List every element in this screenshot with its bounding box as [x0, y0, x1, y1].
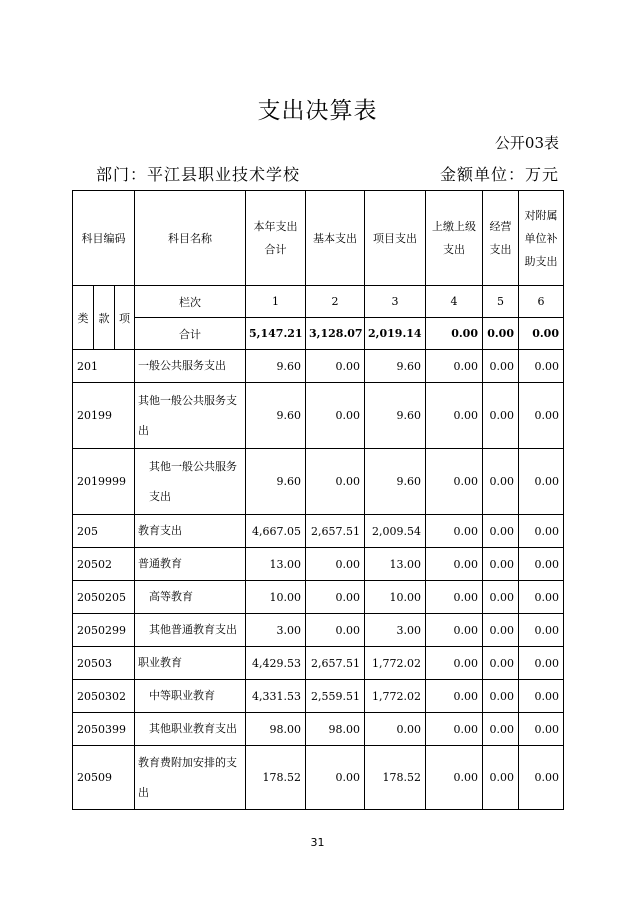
header-row [73, 191, 564, 286]
row-value: 9.60 [365, 350, 426, 383]
total-value: 0.00 [483, 318, 519, 350]
row-value: 98.00 [246, 713, 306, 746]
header-upper: 上缴上级支出 [426, 191, 483, 286]
row-value: 0.00 [519, 350, 564, 383]
row-value: 4,429.53 [246, 647, 306, 680]
col-num: 2 [306, 286, 365, 318]
total-value: 0.00 [519, 318, 564, 350]
row-value: 13.00 [365, 548, 426, 581]
row-value: 0.00 [365, 713, 426, 746]
page-title: 支出决算表 [257, 98, 378, 124]
row-code: 20502 [73, 548, 135, 581]
page-number: 31 [310, 836, 325, 849]
amount-unit-label: 金额单位：万元 [439, 165, 559, 184]
total-value: 3,128.07 [306, 318, 365, 350]
row-value: 4,667.05 [246, 515, 306, 548]
row-value: 9.60 [246, 383, 306, 449]
row-value: 98.00 [306, 713, 365, 746]
row-name: 中等职业教育 [135, 680, 246, 713]
header-column-order: 栏次 [135, 286, 246, 318]
row-value: 0.00 [519, 548, 564, 581]
form-code: 公开03表 [494, 134, 559, 152]
row-value: 0.00 [483, 515, 519, 548]
row-value: 0.00 [426, 548, 483, 581]
row-value: 0.00 [306, 581, 365, 614]
row-value: 0.00 [483, 647, 519, 680]
row-value: 0.00 [519, 449, 564, 515]
header-lei: 类 [73, 286, 94, 350]
row-value: 0.00 [306, 449, 365, 515]
header-basic: 基本支出 [306, 191, 365, 286]
row-value: 3.00 [365, 614, 426, 647]
row-value: 0.00 [426, 713, 483, 746]
row-name: 其他职业教育支出 [135, 713, 246, 746]
row-value: 0.00 [426, 614, 483, 647]
row-value: 0.00 [519, 515, 564, 548]
row-value: 0.00 [426, 383, 483, 449]
table-row [73, 746, 564, 810]
row-value: 0.00 [483, 548, 519, 581]
col-num: 1 [246, 286, 306, 318]
header-kuan: 款 [94, 286, 115, 350]
row-code: 2050205 [73, 581, 135, 614]
row-name: 高等教育 [135, 581, 246, 614]
row-code: 20199 [73, 383, 135, 449]
row-value: 9.60 [365, 449, 426, 515]
row-value: 0.00 [426, 746, 483, 810]
total-value: 2,019.14 [365, 318, 426, 350]
row-value: 0.00 [483, 713, 519, 746]
row-value: 0.00 [483, 746, 519, 810]
row-name: 教育支出 [135, 515, 246, 548]
row-value: 1,772.02 [365, 647, 426, 680]
row-value: 0.00 [426, 449, 483, 515]
table-row [73, 713, 564, 746]
row-value: 0.00 [483, 449, 519, 515]
table-row [73, 548, 564, 581]
row-value: 0.00 [519, 746, 564, 810]
row-value: 2,657.51 [306, 515, 365, 548]
row-value: 3.00 [246, 614, 306, 647]
row-code: 20509 [73, 746, 135, 810]
row-value: 4,331.53 [246, 680, 306, 713]
table-row [73, 449, 564, 515]
col-num: 5 [483, 286, 519, 318]
row-value: 9.60 [246, 449, 306, 515]
row-value: 0.00 [519, 383, 564, 449]
row-code: 2050399 [73, 713, 135, 746]
row-name: 其他一般公共服务支出 [135, 383, 246, 449]
row-value: 0.00 [519, 647, 564, 680]
row-value: 0.00 [483, 581, 519, 614]
row-value: 0.00 [483, 614, 519, 647]
row-value: 0.00 [426, 680, 483, 713]
row-name: 一般公共服务支出 [135, 350, 246, 383]
col-num: 6 [519, 286, 564, 318]
row-value: 178.52 [365, 746, 426, 810]
header-subsidy: 对附属单位补助支出 [519, 191, 564, 286]
row-code: 2050299 [73, 614, 135, 647]
row-value: 0.00 [519, 713, 564, 746]
row-code: 205 [73, 515, 135, 548]
row-value: 0.00 [483, 680, 519, 713]
row-code: 2050302 [73, 680, 135, 713]
header-project: 项目支出 [365, 191, 426, 286]
total-value: 0.00 [426, 318, 483, 350]
row-value: 0.00 [426, 350, 483, 383]
row-value: 2,559.51 [306, 680, 365, 713]
table-row [73, 383, 564, 449]
totals-row [73, 318, 564, 350]
col-num: 3 [365, 286, 426, 318]
row-value: 9.60 [246, 350, 306, 383]
header-operating: 经营支出 [483, 191, 519, 286]
row-value: 0.00 [519, 581, 564, 614]
header-total: 本年支出合计 [246, 191, 306, 286]
row-value: 0.00 [306, 383, 365, 449]
row-value: 0.00 [426, 515, 483, 548]
row-value: 178.52 [246, 746, 306, 810]
row-value: 0.00 [306, 350, 365, 383]
header-xiang: 项 [115, 286, 135, 350]
row-value: 0.00 [519, 680, 564, 713]
row-name: 其他普通教育支出 [135, 614, 246, 647]
expenditure-table [72, 190, 564, 810]
row-value: 2,009.54 [365, 515, 426, 548]
row-name: 职业教育 [135, 647, 246, 680]
table-row [73, 647, 564, 680]
header-subject-name: 科目名称 [135, 191, 246, 286]
row-value: 0.00 [483, 383, 519, 449]
department-label: 部门：平江县职业技术学校 [96, 165, 301, 184]
row-value: 10.00 [246, 581, 306, 614]
row-value: 0.00 [519, 614, 564, 647]
row-value: 0.00 [306, 548, 365, 581]
row-value: 13.00 [246, 548, 306, 581]
row-value: 9.60 [365, 383, 426, 449]
column-number-row [73, 286, 564, 318]
row-value: 2,657.51 [306, 647, 365, 680]
row-value: 1,772.02 [365, 680, 426, 713]
table-row [73, 614, 564, 647]
table-row [73, 581, 564, 614]
total-value: 5,147.21 [246, 318, 306, 350]
row-code: 20503 [73, 647, 135, 680]
table-row [73, 515, 564, 548]
table-row [73, 680, 564, 713]
row-value: 0.00 [426, 647, 483, 680]
row-value: 0.00 [483, 350, 519, 383]
sum-label: 合计 [135, 318, 246, 350]
row-name: 其他一般公共服务支出 [135, 449, 246, 515]
row-value: 10.00 [365, 581, 426, 614]
row-value: 0.00 [306, 614, 365, 647]
row-value: 0.00 [306, 746, 365, 810]
row-name: 普通教育 [135, 548, 246, 581]
row-name: 教育费附加安排的支出 [135, 746, 246, 810]
col-num: 4 [426, 286, 483, 318]
row-value: 0.00 [426, 581, 483, 614]
table-row [73, 350, 564, 383]
row-code: 201 [73, 350, 135, 383]
row-code: 2019999 [73, 449, 135, 515]
header-subject-code: 科目编码 [73, 191, 135, 286]
